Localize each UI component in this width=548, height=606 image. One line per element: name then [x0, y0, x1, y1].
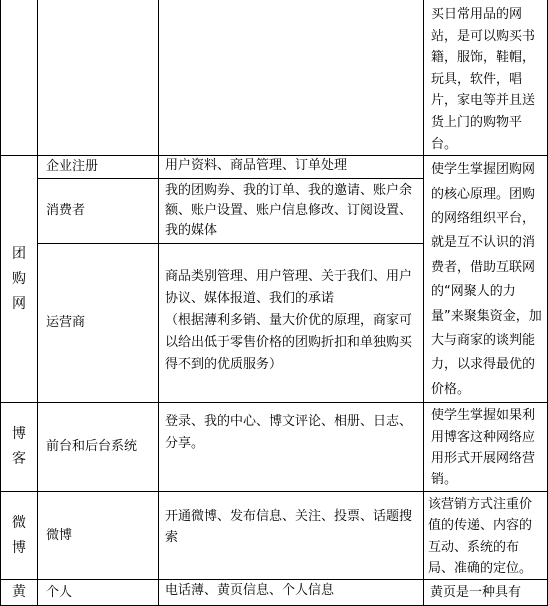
functions-note: （根据薄利多销、量大价优的原理，商家可以给出低于零售价格的团购折扣和单独购买得不到的优质服务） — [165, 312, 413, 372]
role-cell: 运营商 — [38, 243, 159, 402]
role-cell: 消费者 — [38, 178, 159, 243]
description-cell: 黄页是一种具有 — [424, 580, 548, 606]
empty-cell — [159, 0, 424, 156]
category-cell-weibo — [1, 491, 38, 580]
table-row — [1, 0, 548, 156]
functions-cell: 开通微博、发布信息、关注、投票、话题搜索 — [159, 491, 424, 580]
empty-cell — [38, 0, 159, 156]
category-label: 黄 — [12, 584, 26, 601]
description-cell: 买日常用品的网站，是可以购买书籍，服饰，鞋帽，玩具，软件，唱片，家电等并且送货上门的购物平台。 — [424, 0, 548, 156]
functions-cell — [159, 243, 424, 402]
role-cell: 前台和后台系统 — [38, 403, 159, 492]
role-cell: 微博 — [38, 491, 159, 580]
role-cell: 企业注册 — [38, 156, 159, 178]
category-label: 博客 — [12, 426, 26, 468]
empty-cell — [1, 0, 38, 156]
functions-cell: 登录、我的中心、博文评论、相册、日志、分享。 — [159, 403, 424, 492]
description-cell: 使学生掌握如果利用博客这种网络应用形式开展网络营销。 — [424, 403, 548, 492]
category-label: 微博 — [12, 514, 26, 556]
functions-cell: 电话薄、黄页信息、个人信息 — [159, 580, 424, 606]
table-row — [1, 491, 548, 580]
table-row — [1, 156, 548, 178]
table-row — [1, 580, 548, 606]
category-cell-huang — [1, 580, 38, 606]
functions-text: 商品类别管理、用户管理、关于我们、用户协议、媒体报道、我们的承诺 — [165, 268, 413, 306]
table-row — [1, 403, 548, 492]
category-cell-tuangou — [1, 156, 38, 403]
description-cell: 该营销方式注重价值的传递、内容的互动、系统的布局、准确的定位。 — [424, 491, 548, 580]
category-cell-boke — [1, 403, 38, 492]
category-label: 团购网 — [12, 245, 26, 312]
functions-cell: 用户资料、商品管理、订单处理 — [159, 156, 424, 178]
role-cell: 个人 — [38, 580, 159, 606]
description-cell: 使学生掌握团购网的核心原理。团购的网络组织平台，就是互不认识的消费者，借助互联网的“网聚人的力量”来聚集资金，加大与商家的谈判能力，以求得最优的价格。 — [424, 156, 548, 403]
functions-cell: 我的团购券、我的订单、我的邀请、账户余额、账户设置、账户信息修改、订阅设置、我的媒体 — [159, 178, 424, 243]
